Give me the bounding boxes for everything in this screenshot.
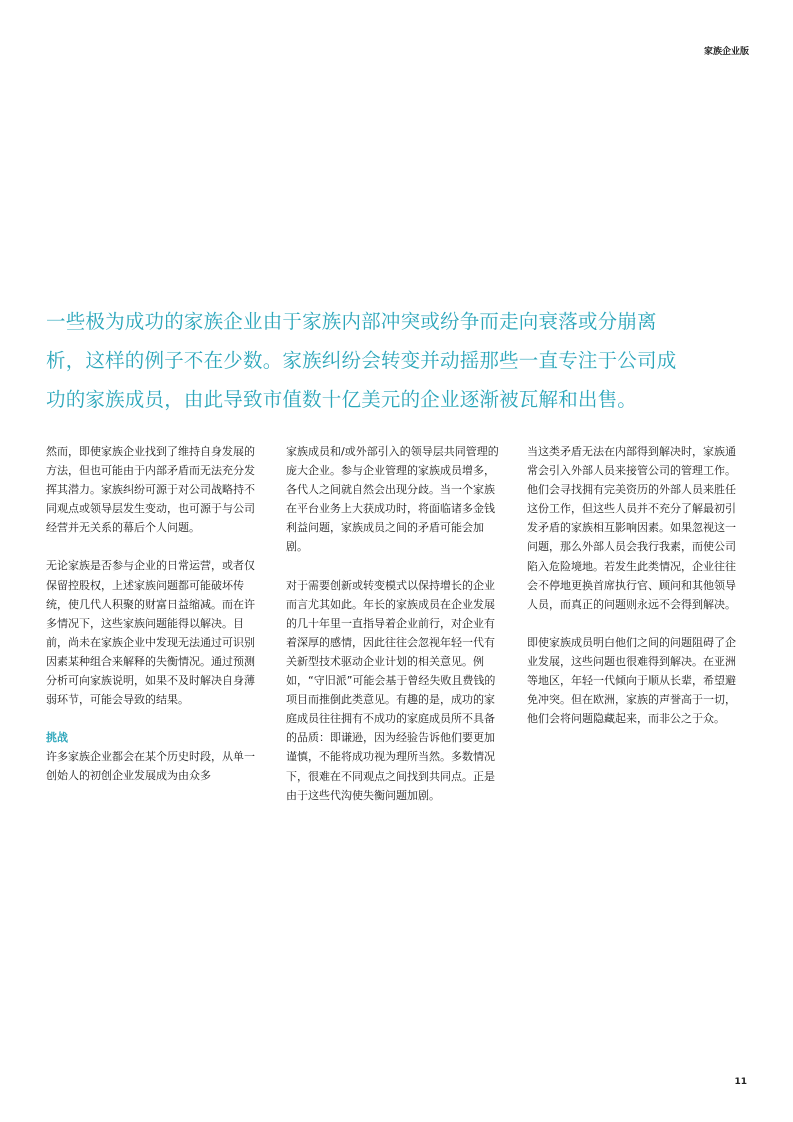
paragraph: 许多家族企业都会在某个历史时段，从单一创始人的初创企业发展成为由众多 bbox=[46, 750, 255, 783]
section-subhead: 挑战 bbox=[46, 731, 68, 745]
text-column-1 bbox=[46, 442, 264, 804]
pull-quote bbox=[46, 302, 746, 419]
text-column-3 bbox=[527, 442, 745, 747]
pull-quote-line: 析，这样的例子不在少数。家族纠纷会转变并动摇那些一直专注于公司成 bbox=[46, 349, 677, 372]
paragraph: 然而，即使家族企业找到了维持自身发展的方法，但也可能由于内部矛盾而无法充分发挥其潜力。家族纠纷可源于对公司战略持不同观点或领导层发生变动，也可源于与公司经营并无关系的幕后个人问题。 bbox=[46, 445, 255, 535]
section-tag: 家族企业版 bbox=[703, 47, 749, 57]
paragraph: 对于需要创新或转变模式以保持增长的企业而言尤其如此。年长的家族成员在企业发展的几十年里一直指导着企业前行，对企业有着深厚的感情，因此往往会忽视年轻一代有关新型技术驱动企业计划的相关意见。例如，“守旧派”可能会基于曾经失败且费钱的项目而推倒此类意见。有趣的是，成功的家庭成员往往拥有不成功的家庭成员所不具备的品质：即谦逊，因为经验告诉他们要更加谨慎，不能将成功视为理所当然。多数情况下，很难在不同观点之间找到共同点。正是由于这些代沟使失衡问题加剧。 bbox=[286, 578, 496, 802]
pull-quote-line: 功的家族成员，由此导致市值数十亿美元的企业逐渐被瓦解和出售。 bbox=[46, 388, 638, 411]
paragraph: 当这类矛盾无法在内部得到解决时，家族通常会引入外部人员来接管公司的管理工作。他们会寻找拥有完美资历的外部人员来胜任这份工作，但这些人员并不充分了解最初引发矛盾的家族相互影响因素。如果忽视这一问题，那么外部人员会我行我素，而使公司陷入危险境地。若发生此类情况，企业往往会不停地更换首席执行官、顾问和其他领导人员，而真正的问题则永远不会得到解决。 bbox=[527, 445, 736, 611]
paragraph: 家族成员和/或外部引入的领导层共同管理的庞大企业。参与企业管理的家族成员增多，各代人之间就自然会出现分歧。当一个家族在平台业务上大获成功时，将面临诸多金钱利益问题，家族成员之间的矛盾可能会加剧。 bbox=[286, 445, 499, 554]
paragraph: 无论家族是否参与企业的日常运营，或者仅保留控股权，上述家族问题都可能破坏传统，使几代人积聚的财富日益缩减。而在许多情况下，这些家族问题能得以解决。目前，尚未在家族企业中发现无法通过可识别因素某种组合来解释的失衡情况。通过预测分析可向家族说明，如果不及时解决自身薄弱环节，可能会导致的结果。 bbox=[46, 559, 255, 707]
paragraph: 即使家族成员明白他们之间的问题阻碍了企业发展，这些问题也很难得到解决。在亚洲等地区，年轻一代倾向于顺从长辈，希望避免冲突。但在欧洲，家族的声誉高于一切，他们会将问题隐藏起来，而非公之于众。 bbox=[527, 635, 736, 726]
pull-quote-line: 一些极为成功的家族企业由于家族内部冲突或纷争而走向衰落或分崩离 bbox=[46, 310, 657, 333]
text-column-2 bbox=[286, 442, 504, 824]
page-number: 11 bbox=[734, 1077, 747, 1087]
